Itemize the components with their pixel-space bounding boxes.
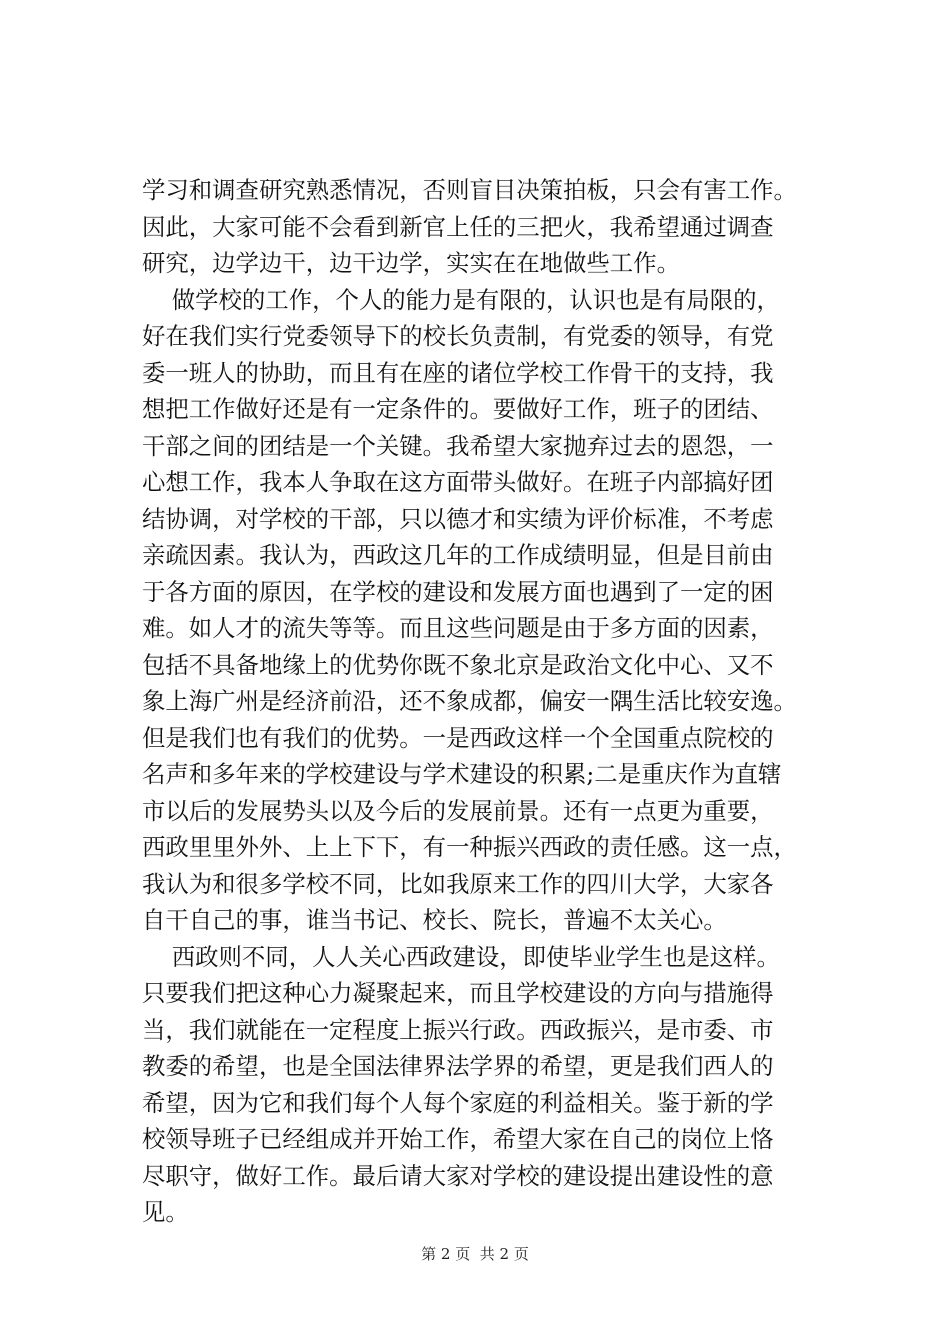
text-line: 只要我们把这种心力凝聚起来，而且学校建设的方向与措施得 bbox=[142, 979, 774, 1007]
text-line: 见。 bbox=[142, 1198, 189, 1226]
text-line: 名声和多年来的学校建设与学术建设的积累;二是重庆作为直辖 bbox=[142, 760, 782, 788]
text-line: 当，我们就能在一定程度上振兴行政。西政振兴，是市委、市 bbox=[142, 1015, 774, 1044]
text-line: 心想工作，我本人争取在这方面带头做好。在班子内部搞好团 bbox=[142, 468, 774, 496]
text-line: 希望，因为它和我们每个人每个家庭的利益相关。鉴于新的学 bbox=[142, 1088, 774, 1117]
text-line: 结协调，对学校的干部，只以德才和实绩为评价标准，不考虑 bbox=[142, 504, 774, 533]
text-line: 尽职守，做好工作。最后请大家对学校的建设提出建设性的意 bbox=[142, 1161, 774, 1190]
text-line: 自干自己的事，谁当书记、校长、院长，普遍不太关心。 bbox=[142, 906, 727, 934]
text-line: 好在我们实行党委领导下的校长负责制，有党委的领导，有党 bbox=[142, 322, 774, 350]
document-body bbox=[142, 172, 842, 1231]
text-line: 于各方面的原因，在学校的建设和发展方面也遇到了一定的困 bbox=[142, 577, 774, 606]
text-line: 但是我们也有我们的优势。一是西政这样一个全国重点院校的 bbox=[142, 723, 774, 752]
text-line: 做学校的工作，个人的能力是有限的，认识也是有局限的， bbox=[142, 285, 780, 314]
text-line: 西政里里外外、上上下下，有一种振兴西政的责任感。这一点， bbox=[142, 833, 797, 861]
text-line: 校领导班子已经组成并开始工作，希望大家在自己的岗位上恪 bbox=[142, 1125, 774, 1153]
text-line: 难。如人才的流失等等。而且这些问题是由于多方面的因素， bbox=[142, 614, 774, 642]
page-number-footer: 第 2 页 共 2 页 bbox=[421, 1245, 529, 1263]
text-line: 教委的希望，也是全国法律界法学界的希望，更是我们西人的 bbox=[142, 1052, 774, 1080]
text-line: 市以后的发展势头以及今后的发展前景。还有一点更为重要， bbox=[142, 796, 774, 825]
text-line: 包括不具备地缘上的优势你既不象北京是政治文化中心、又不 bbox=[142, 650, 774, 679]
text-line: 学习和调查研究熟悉情况，否则盲目决策拍板，只会有害工作。 bbox=[142, 176, 797, 204]
text-line: 研究，边学边干，边干边学，实实在在地做些工作。 bbox=[142, 249, 680, 277]
text-line: 想把工作做好还是有一定条件的。要做好工作，班子的团结、 bbox=[142, 395, 774, 423]
text-line: 象上海广州是经济前沿，还不象成都，偏安一隅生活比较安逸。 bbox=[142, 687, 797, 715]
text-line: 亲疏因素。我认为，西政这几年的工作成绩明显，但是目前由 bbox=[142, 541, 774, 569]
text-line: 干部之间的团结是一个关键。我希望大家抛弃过去的恩怨，一 bbox=[142, 431, 774, 460]
text-line: 委一班人的协助，而且有在座的诸位学校工作骨干的支持，我 bbox=[142, 358, 774, 387]
text-line: 因此，大家可能不会看到新官上任的三把火，我希望通过调查 bbox=[142, 212, 774, 241]
text-line: 西政则不同，人人关心西政建设，即使毕业学生也是这样。 bbox=[142, 942, 780, 971]
text-line: 我认为和很多学校不同，比如我原来工作的四川大学，大家各 bbox=[142, 869, 774, 898]
